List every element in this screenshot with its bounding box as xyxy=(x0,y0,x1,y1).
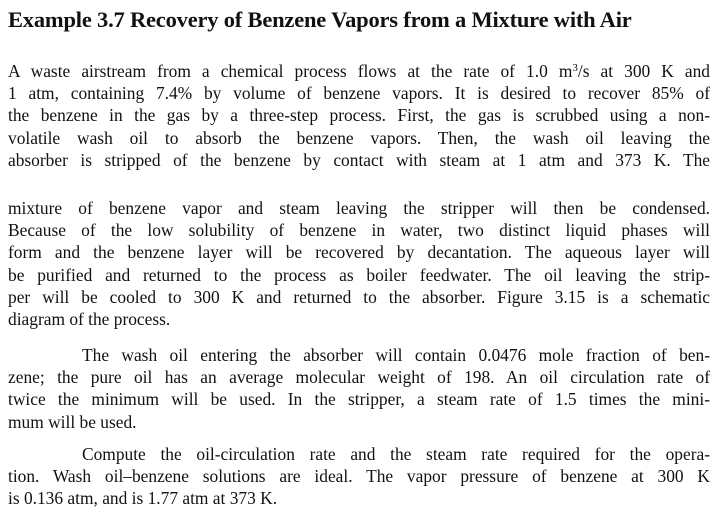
text-line: Because of the low solubility of benzene in water, two distinct liquid phases will xyxy=(8,220,710,241)
text-line: per will be cooled to 300 K and returned to the absorber. Figure 3.15 is a schematic xyxy=(8,286,710,307)
text-line: A waste airstream from a chemical process flows at the rate of 1.0 $m^3/s$ at 300 K and xyxy=(8,61,710,81)
text-line: the benzene in the gas by a three-step process. First, the gas is scrubbed using a non- xyxy=(8,105,710,126)
text-line: volatile wash oil to absorb the benzene vapors. Then, the wash oil leaving the xyxy=(8,127,710,148)
text-line: be purified and returned to the process as boiler feedwater. The oil leaving the strip- xyxy=(8,264,710,285)
text-line: The wash oil entering the absorber will contain 0.0476 mole fraction of ben- xyxy=(82,345,710,365)
text-line: zene; the pure oil has an average molecular weight of 198. An oil circulation rate of xyxy=(8,367,710,388)
text-line: tion. Wash oil–benzene solutions are ideal. The vapor pressure of benzene at 300 K xyxy=(8,466,710,487)
text-line: twice the minimum will be used. In the stripper, a steam rate of 1.5 times the mini- xyxy=(8,389,710,410)
text-line: Compute the oil-circulation rate and the steam rate required for the opera- xyxy=(82,444,710,464)
text-line: form and the benzene layer will be recovered by decantation. The aqueous layer will xyxy=(8,242,710,263)
paragraph-compute xyxy=(8,443,710,510)
text-line: diagram of the process. xyxy=(8,309,171,330)
example-title: Example 3.7 Recovery of Benzene Vapors from a Mixture with Air xyxy=(8,7,632,32)
paragraph-wash-oil xyxy=(8,344,710,433)
text-line: 1 atm, containing 7.4% by volume of benzene vapors. It is desired to recover 85% of xyxy=(8,83,710,104)
paragraph-problem-statement-part2 xyxy=(8,197,710,330)
text-line: is 0.136 atm, and is 1.77 atm at 373 K. xyxy=(8,488,278,509)
paragraph-problem-statement-part1 xyxy=(8,60,710,171)
text-line: mum will be used. xyxy=(8,411,137,432)
text-line: absorber is stripped of the benzene by contact with steam at 1 atm and 373 K. The xyxy=(8,149,710,170)
text-line: mixture of benzene vapor and steam leaving the stripper will then be condensed. xyxy=(8,198,710,218)
